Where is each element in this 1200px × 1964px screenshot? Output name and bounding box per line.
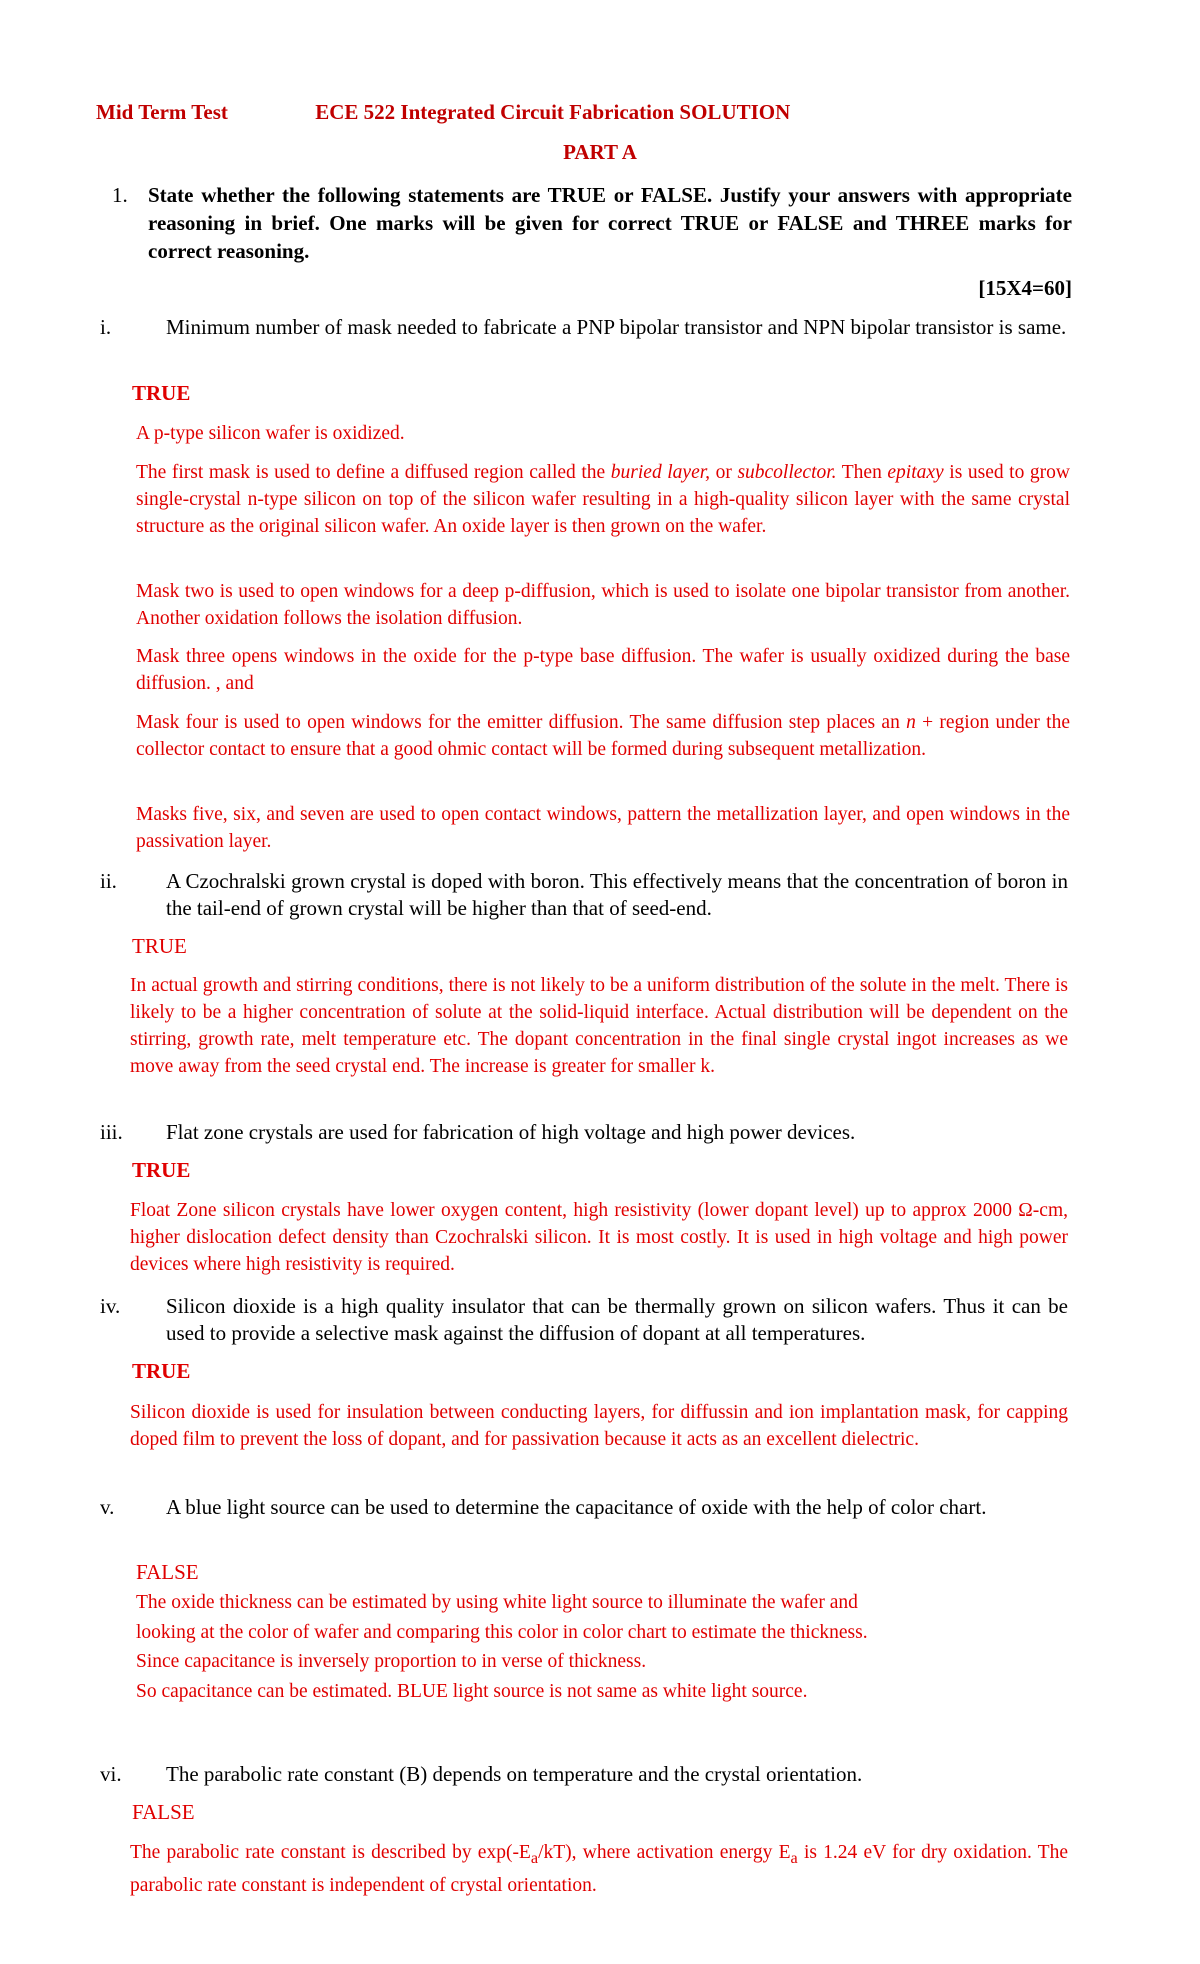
explanation-line: looking at the color of wafer and comparing this color in color chart to estimate the thickness. (136, 1621, 868, 1643)
explanation-ii: In actual growth and stirring conditions, there is not likely to be a uniform distribution of the solute in the melt. There is likely to be a higher concentration of solute at the solid-liquid interface. Actual distribution will be dependent on the stirring, growth rate, melt temperature etc. The dopant concentration in the final single crystal ingot increases as we move away from the seed crystal end. The increase is greater for smaller k. (130, 975, 1068, 1077)
statement-v (100, 1494, 1068, 1521)
answer-v: FALSE (136, 1560, 199, 1584)
answer-i: TRUE (132, 381, 191, 405)
statement-ii (100, 868, 1068, 922)
explanation-i-p6: Masks five, six, and seven are used to open contact windows, pattern the metallization layer, and open windows in the passivation layer. (136, 804, 1070, 852)
part-heading: PART A (563, 140, 637, 164)
explanation-iii: Float Zone silicon crystals have lower oxygen content, high resistivity (lower dopant level) up to approx 2000 Ω-cm, higher dislocation defect density than Czochralski silicon. It is most costly. It is used in high voltage and high power devices where high resistivity is required. (130, 1200, 1068, 1275)
statement-text: Silicon dioxide is a high quality insulator that can be thermally grown on silicon wafers. Thus it can be used to provide a selective mask against the diffusion of dopant at all temperatures. (166, 1294, 1068, 1345)
answer-iii: TRUE (132, 1158, 191, 1182)
test-label: Mid Term Test (96, 100, 228, 124)
question-instruction (112, 181, 1072, 265)
explanation-line: The oxide thickness can be estimated by using white light source to illuminate the wafer and (136, 1592, 858, 1613)
statement-text: Flat zone crystals are used for fabrication of high voltage and high power devices. (166, 1120, 856, 1144)
instruction-text: State whether the following statements are TRUE or FALSE. Justify your answers with appropriate reasoning in brief. One marks will be given for correct TRUE or FALSE and THREE marks for correct reasoning. (148, 183, 1072, 263)
roman-numeral: i. (100, 315, 112, 339)
explanation-line: So capacitance can be estimated. BLUE light source is not same as white light source. (136, 1680, 808, 1702)
explanation-line: Since capacitance is inversely proportion to in verse of thickness. (136, 1651, 647, 1672)
explanation-i-p3: Mask two is used to open windows for a deep p-diffusion, which is used to isolate one bipolar transistor from another. Another oxidation follows the isolation diffusion. (136, 581, 1070, 629)
statement-text: The parabolic rate constant (B) depends on temperature and the crystal orientation. (166, 1762, 863, 1786)
roman-numeral: vi. (100, 1762, 122, 1786)
statement-text: Minimum number of mask needed to fabricate a PNP bipolar transistor and NPN bipolar transistor is same. (166, 315, 1067, 339)
answer-ii: TRUE (132, 934, 187, 958)
explanation-iv: Silicon dioxide is used for insulation between conducting layers, for diffussin and ion implantation mask, for capping doped film to prevent the loss of dopant, and for passivation because it acts as an excellent dielectric. (130, 1402, 1068, 1450)
statement-iii (100, 1119, 1068, 1146)
statement-text: A Czochralski grown crystal is doped with boron. This effectively means that the concentration of boron in the tail-end of grown crystal will be higher than that of seed-end. (166, 869, 1068, 920)
marks-allocation: [15X4=60] (978, 276, 1072, 300)
explanation-i-p1: A p-type silicon wafer is oxidized. (136, 423, 405, 444)
statement-vi (100, 1761, 1068, 1788)
roman-numeral: iii. (100, 1120, 123, 1144)
roman-numeral: ii. (100, 869, 117, 893)
answer-vi: FALSE (132, 1800, 195, 1824)
explanation-i-p4: Mask three opens windows in the oxide for the p-type base diffusion. The wafer is usually oxidized during the base diffusion. , and (136, 646, 1070, 694)
statement-i (100, 314, 1068, 341)
question-number: 1. (112, 183, 128, 207)
roman-numeral: v. (100, 1495, 115, 1519)
explanation-i-p2: The first mask is used to define a diffused region called the buried layer, or subcollector. Then epitaxy is used to grow single-crystal n-type silicon on top of the silicon wafer resulting in a high-quality silicon layer with the same crystal structure as the original silicon wafer. An oxide layer is then grown on the wafer. (136, 462, 1070, 537)
explanation-i-p5: Mask four is used to open windows for the emitter diffusion. The same diffusion step places an n + region under the collector contact to ensure that a good ohmic contact will be formed during subsequent metallization. (136, 712, 1070, 760)
statement-text: A blue light source can be used to determine the capacitance of oxide with the help of color chart. (166, 1495, 987, 1519)
course-title: ECE 522 Integrated Circuit Fabrication SOLUTION (315, 100, 791, 124)
explanation-vi: The parabolic rate constant is described by $\exp(-E_a/kT)$, where activation energy $E_a$ is 1.24 eV for dry oxidation. The parabolic rate constant is independent of crystal orientation. (130, 1842, 1069, 1896)
answer-iv: TRUE (132, 1359, 191, 1383)
roman-numeral: iv. (100, 1294, 121, 1318)
statement-iv (100, 1293, 1068, 1347)
explanation-v (136, 1588, 1070, 1706)
document-header (96, 100, 790, 125)
